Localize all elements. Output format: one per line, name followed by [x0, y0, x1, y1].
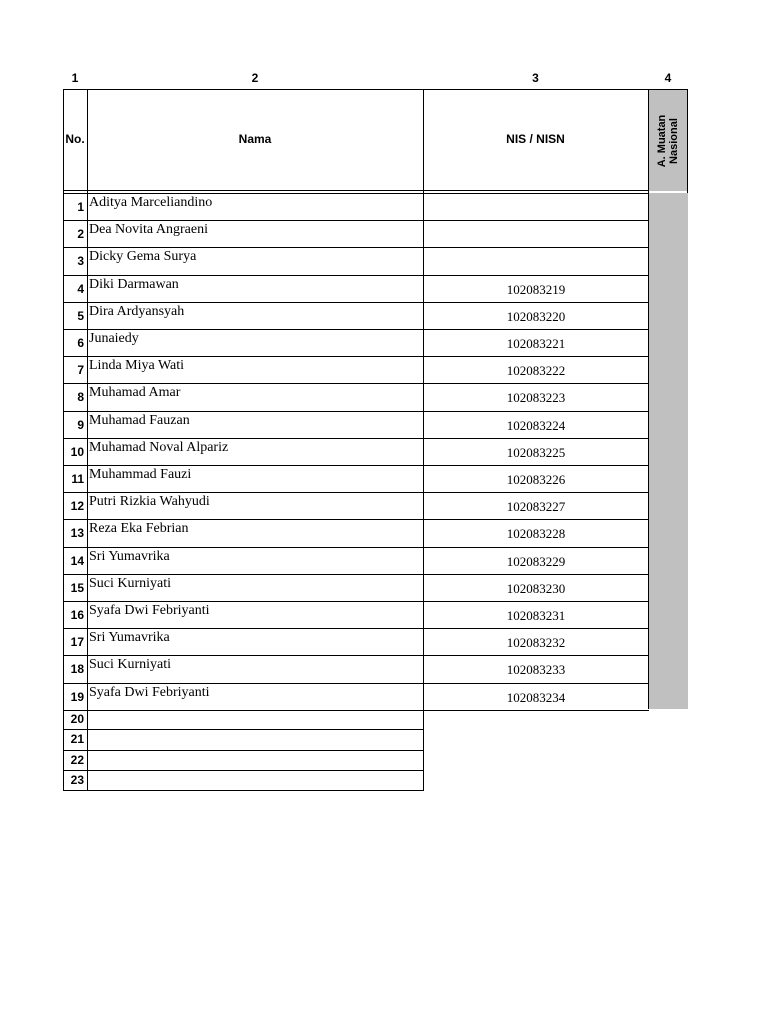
student-name: Dira Ardyansyah [89, 303, 185, 319]
nama-left-border [87, 89, 88, 791]
row-border [63, 438, 649, 439]
student-name: Diki Darmawan [89, 276, 179, 292]
header-top-border [63, 89, 688, 90]
header-bottom-border [63, 190, 649, 191]
student-nis: 102083232 [506, 635, 566, 651]
student-name: Aditya Marceliandino [89, 195, 213, 210]
row-number: 5 [77, 308, 84, 323]
header-muatan-nasional [649, 90, 687, 191]
student-name: Muhammad Fauzi [89, 467, 192, 482]
row-border [63, 411, 649, 412]
student-name: Sri Yumavrika [89, 548, 170, 564]
student-name: Junaiedy [89, 331, 139, 346]
row-number: 22 [70, 752, 84, 767]
student-name: Syafa Dwi Febriyanti [89, 603, 210, 618]
row-border [63, 383, 649, 384]
row-number: 2 [77, 227, 84, 242]
row-number: 15 [70, 580, 84, 595]
row-border [63, 683, 649, 684]
muatan-left-border [648, 89, 649, 709]
row-number: 17 [70, 635, 84, 650]
student-name: Syafa Dwi Febriyanti [89, 684, 210, 700]
row-border [63, 329, 649, 330]
row-border [63, 628, 649, 629]
row-number: 1 [77, 200, 84, 214]
header-muatan-line2: Nasional [668, 117, 680, 164]
student-name: Dicky Gema Surya [89, 249, 197, 265]
row-number: 23 [70, 772, 84, 787]
student-nis: 102083219 [506, 281, 566, 297]
student-nis: 102083233 [506, 662, 566, 678]
row-border [63, 220, 649, 221]
row-number: 10 [70, 444, 84, 459]
column-number-3: 3 [532, 71, 539, 85]
row-border [63, 492, 649, 493]
column-number-4: 4 [664, 71, 672, 85]
muatan-right-border [687, 89, 688, 193]
header-nis: NIS / NISN [506, 132, 565, 146]
row-border [63, 790, 424, 791]
row-border [63, 356, 649, 357]
row-border [63, 519, 649, 520]
row-number: 7 [77, 363, 84, 378]
row-border [63, 770, 424, 771]
row-number: 4 [77, 281, 84, 296]
row-number: 18 [70, 662, 84, 677]
row-border [63, 601, 649, 602]
student-name: Dea Novita Angraeni [89, 222, 208, 238]
row-border [63, 729, 424, 730]
row-number: 3 [77, 254, 84, 269]
student-nis: 102083223 [506, 390, 566, 406]
row-number: 11 [71, 472, 84, 486]
student-name: Muhamad Fauzan [89, 412, 190, 428]
header-no: No. [65, 132, 85, 146]
row-number: 13 [70, 526, 84, 541]
student-nis: 102083234 [506, 689, 566, 705]
row-number: 21 [70, 732, 84, 747]
student-name: Muhamad Noval Alpariz [89, 439, 229, 455]
student-nis: 102083228 [506, 526, 566, 542]
row-number: 14 [70, 553, 84, 568]
row-border [63, 275, 649, 276]
left-border [63, 89, 64, 791]
row-border [63, 465, 649, 466]
student-nis: 102083225 [506, 444, 566, 460]
nis-left-border [423, 89, 424, 791]
column-number-2: 2 [251, 71, 259, 85]
row-border [63, 750, 424, 751]
header-nama: Nama [238, 132, 272, 146]
student-name: Reza Eka Febrian [89, 521, 189, 537]
student-name: Muhamad Amar [89, 385, 181, 401]
student-name: Sri Yumavrika [89, 630, 170, 646]
row-border [63, 547, 649, 548]
student-nis: 102083220 [506, 308, 566, 324]
row-border [63, 574, 649, 575]
student-nis: 102083224 [506, 417, 566, 433]
row-border [63, 710, 649, 711]
row-border [63, 247, 649, 248]
student-nis: 102083231 [506, 608, 566, 623]
row-number: 12 [70, 499, 84, 514]
student-nis: 102083221 [506, 336, 566, 351]
student-nis: 102083226 [506, 472, 566, 487]
row-number: 9 [77, 417, 84, 432]
muatan-column-fill [649, 193, 688, 709]
student-nis: 102083227 [506, 499, 566, 515]
student-nis: 102083229 [506, 553, 566, 569]
student-nis: 102083222 [506, 363, 566, 379]
row-number: 16 [70, 608, 84, 622]
row-number: 8 [77, 390, 84, 405]
student-name: Putri Rizkia Wahyudi [89, 494, 210, 510]
student-nis: 102083230 [506, 580, 566, 596]
row-number: 6 [77, 336, 84, 350]
header-muatan-line1: A. Muatan [656, 114, 668, 167]
row-number: 19 [70, 689, 84, 704]
column-number-1: 1 [71, 71, 79, 85]
row-border [63, 655, 649, 656]
student-name: Linda Miya Wati [89, 358, 185, 374]
row-border [63, 302, 649, 303]
header-bottom-border-double [63, 193, 649, 194]
student-name: Suci Kurniyati [89, 657, 172, 673]
student-name: Suci Kurniyati [89, 575, 172, 591]
row-number: 20 [70, 712, 84, 726]
